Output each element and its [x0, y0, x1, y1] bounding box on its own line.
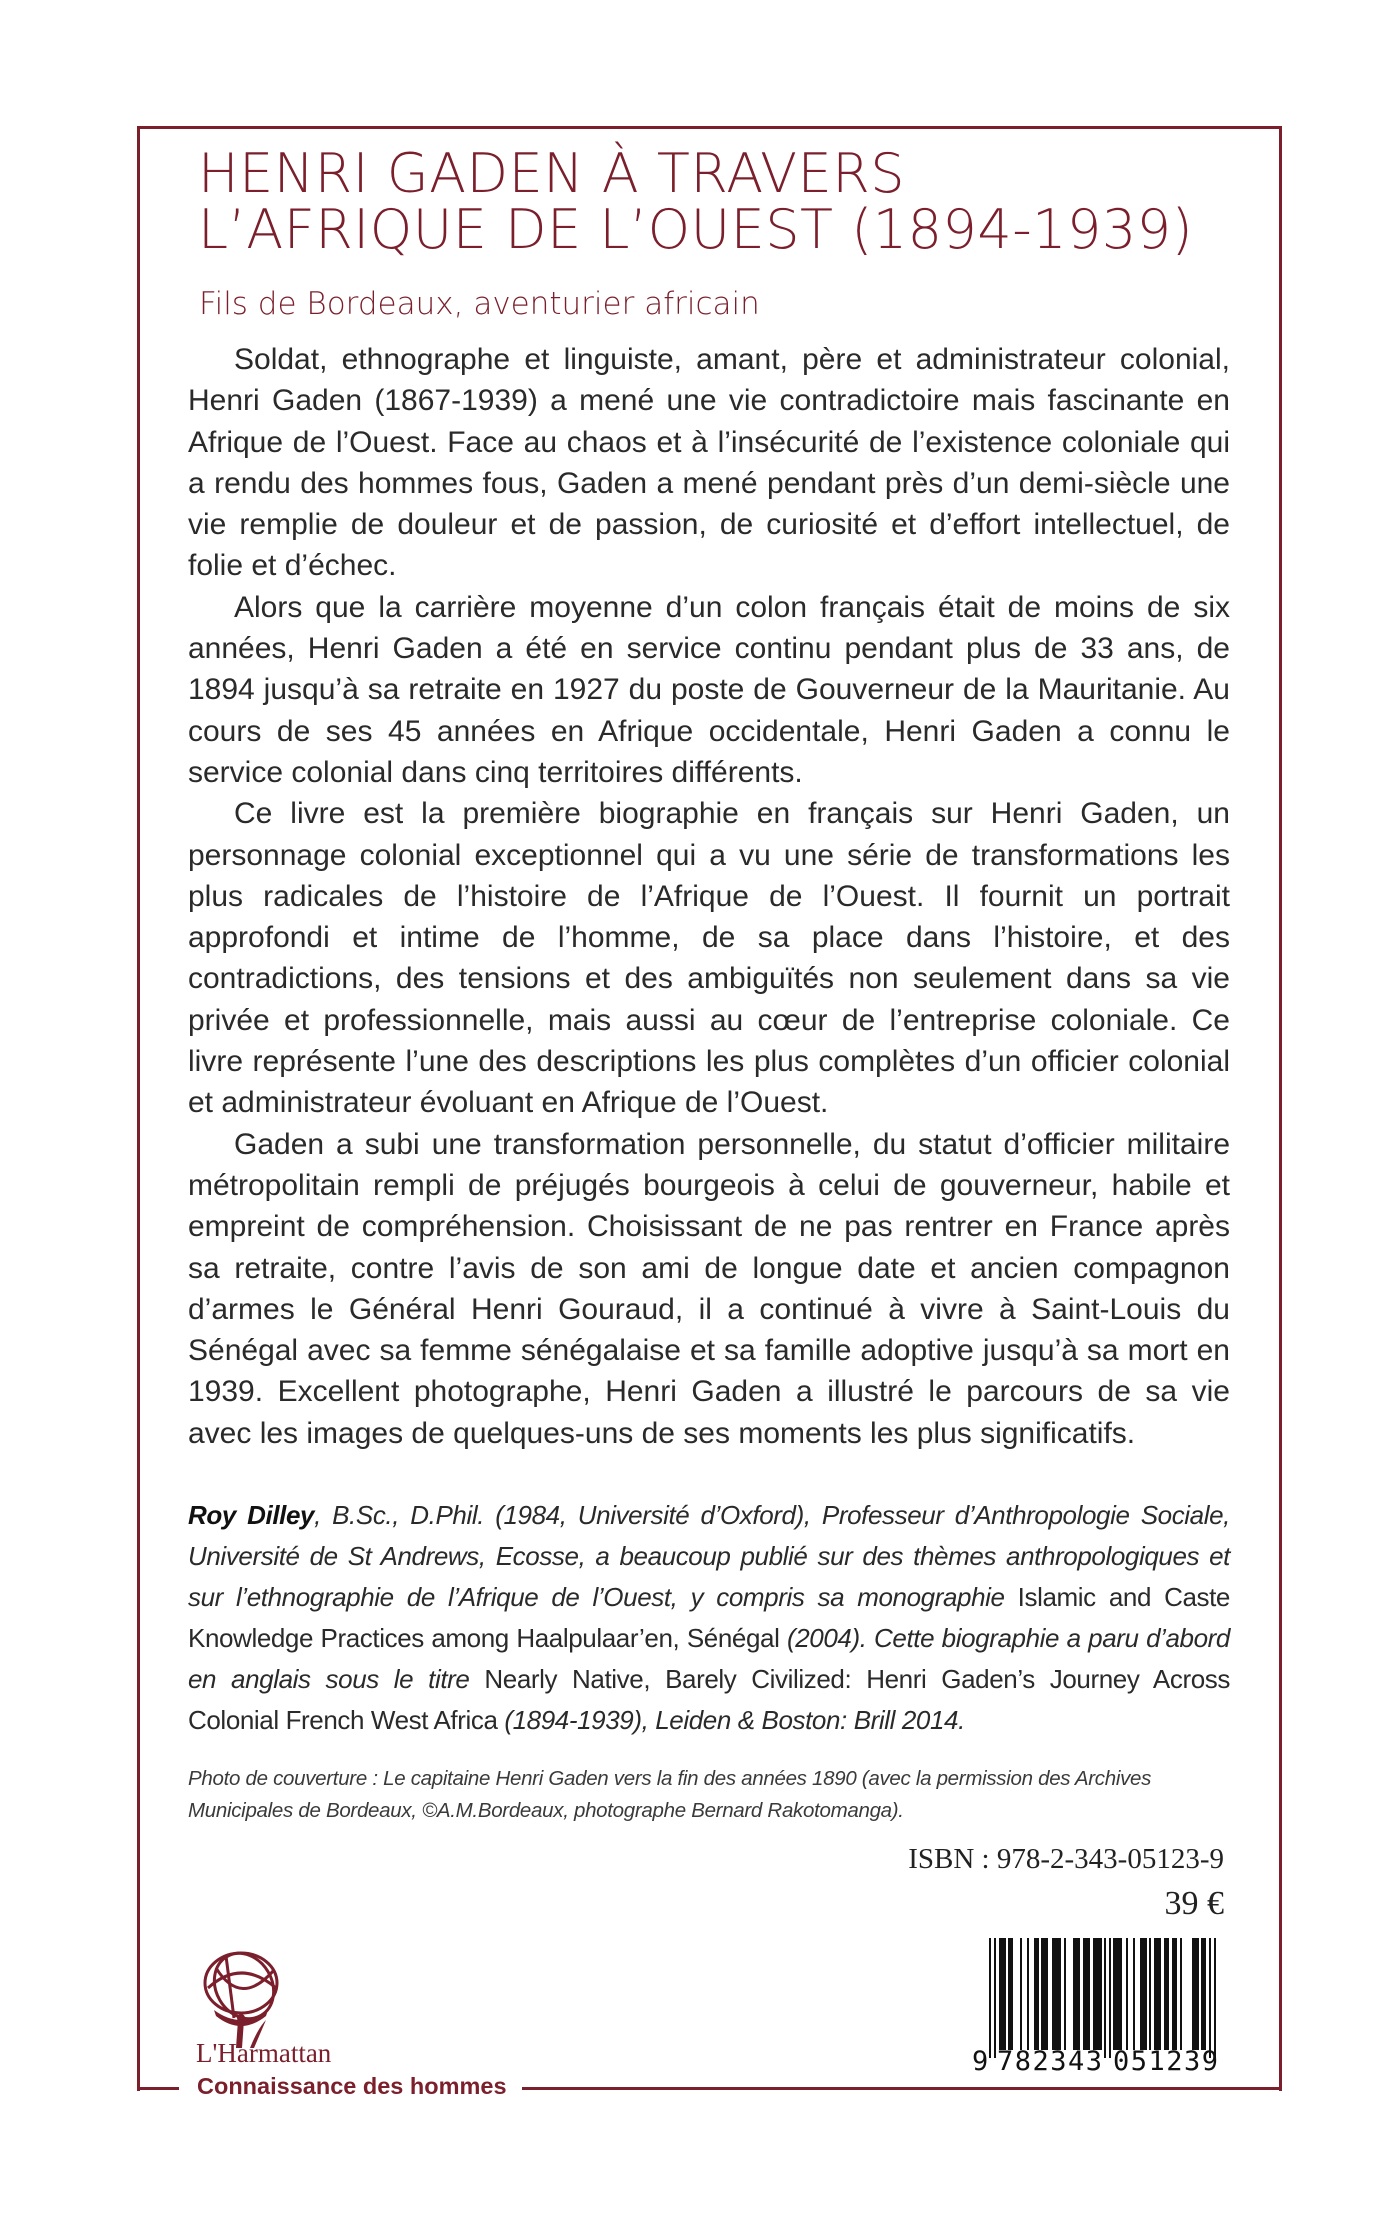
- barcode-right-group: 051239: [1113, 2046, 1220, 2077]
- blurb-paragraph-1: Soldat, ethnographe et linguiste, amant, père et administrateur colonial, Henri Gaden (1867-1939) a mené une vie contradictoire mais fascinante en Afrique de l’Ouest. Face au chaos et à l’insécurité de l’existence coloniale qui a rendu des hommes fous, Gaden a mené pendant près d’un demi-siècle une vie remplie de douleur et de passion, de curiosité et d’effort intellectuel, de folie et d’échec.: [188, 343, 1230, 583]
- blurb-paragraph-4: Gaden a subi une transformation personnelle, du statut d’officier militaire métropolitain rempli de préjugés bourgeois à celui de gouverneur, habile et empreint de compréhension. Choisissant de ne pas rentrer en France après sa retraite, contre l’avis de son ami de longue date et ancien compagnon d’armes le Général Henri Gouraud, il a continué à vivre à Saint-Louis du Sénégal avec sa femme sénégalaise et sa famille adoptive jusqu’à sa mort en 1939. Excellent photographe, Henri Gaden a illustré le parcours de sa vie avec les images de quelques-uns de ses moments les plus significatifs.: [188, 1127, 1230, 1450]
- blurb-paragraph-3: Ce livre est la première biographie en français sur Henri Gaden, un personnage colonial exceptionnel qui a vu une série de transformations les plus radicales de l’histoire de l’Afrique de l’Ouest. Il fournit un portrait approfondi et intime de l’homme, de sa place dans l’histoire, et des contradictions, des tensions et des ambiguïtés non seulement dans sa vie privée et professionnelle, mais aussi au cœur de l’entreprise coloniale. Ce livre représente l’une des descriptions les plus complètes d’un officier colonial et administrateur évoluant en Afrique de l’Ouest.: [188, 797, 1230, 1120]
- book-title-line-1: HENRI GADEN À TRAVERS: [198, 142, 906, 205]
- photo-credit: Photo de couverture : Le capitaine Henri Gaden vers la fin des années 1890 (avec la permission des Archives Municipales de Bordeaux, ©A.M.Bordeaux, photographe Bernard Rakotomanga).: [188, 1767, 1152, 1822]
- book-title-line-2: L’AFRIQUE DE L’OUEST (1894-1939): [198, 198, 1194, 261]
- blurb-paragraph-2: Alors que la carrière moyenne d’un colon français était de moins de six années, Henri Gaden a été en service continu pendant plus de 33 ans, de 1894 jusqu’à sa retraite en 1927 du poste de Gouverneur de la Mauritanie. Au cours de ses 45 années en Afrique occidentale, Henri Gaden a connu le service colonial dans cinq territoires différents.: [188, 590, 1230, 789]
- book-subtitle: Fils de Bordeaux, aventurier africain: [199, 286, 760, 322]
- frame-border-bottom-right: [522, 2087, 1282, 2090]
- collection-name: Connaissance des hommes: [197, 2073, 507, 2099]
- author-bio-text-1: , B.Sc., D.Phil. (1984, Université d’Oxford), Professeur d’Anthropologie Sociale, Université de St Andrews, Ecosse, a beaucoup publié sur des thèmes anthropologiques et sur l’ethnographie de l’Afrique de l’Ouest, y compris sa monographie: [188, 1500, 1230, 1612]
- book-title: [198, 142, 1278, 261]
- price: 39 €: [1164, 1885, 1224, 1922]
- author-book-title-2: Nearly Native, Barely Civilized: Henri Gaden’s Journey Across Colonial French West Africa: [188, 1664, 1230, 1735]
- frame-border-bottom-left: [137, 2087, 179, 2090]
- author-book-title-1: Islamic and Caste Knowledge Practices among Haalpulaar’en, Sénégal: [188, 1582, 1230, 1653]
- author-bio: [188, 1495, 1230, 1741]
- frame-border-top: [137, 126, 1282, 129]
- author-bio-text-3: (1894-1939), Leiden & Boston: Brill 2014.: [497, 1705, 965, 1735]
- frame-border-left: [137, 126, 140, 2091]
- author-name: Roy Dilley: [188, 1500, 315, 1530]
- isbn: ISBN : 978-2-343-05123-9: [908, 1843, 1224, 1875]
- author-bio-text-2: (2004). Cette biographie a paru d’abord en anglais sous le titre: [188, 1623, 1230, 1694]
- barcode-left-group: 782343: [997, 2046, 1104, 2077]
- frame-border-right: [1279, 126, 1282, 2091]
- barcode-first-digit: 9: [972, 2046, 989, 2077]
- blurb: [188, 339, 1230, 1454]
- publisher-name: L'Harmattan: [196, 2038, 332, 2068]
